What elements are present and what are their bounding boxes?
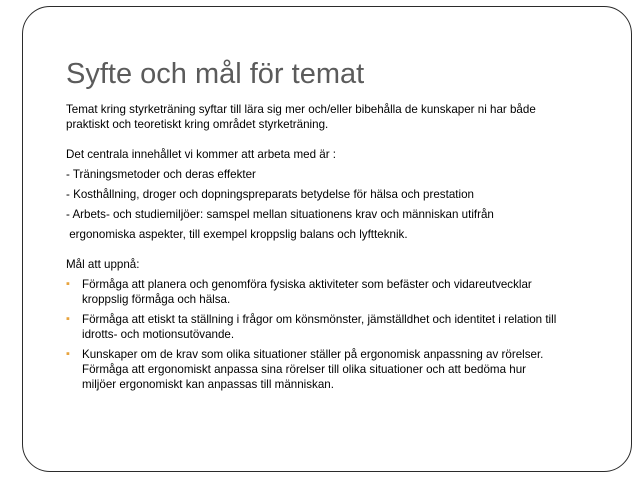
goal-item [66, 277, 606, 307]
square-bullet-icon: ▪ [66, 348, 70, 360]
content-item: - Kosthållning, droger och dopningspreparats betydelse för hälsa och prestation [66, 188, 474, 201]
intro-line: Temat kring styrketräning syftar till lära sig mer och/eller bibehålla de kunskaper ni har både [66, 103, 536, 116]
slide-title: Syfte och mål för temat [66, 58, 365, 90]
goal-line: idrotts- och motionsutövande. [82, 328, 235, 341]
square-bullet-icon: ▪ [66, 313, 70, 325]
content-heading: Det centrala innehållet vi kommer att arbeta med är : [66, 148, 337, 161]
goal-line: Kunskaper om de krav som olika situationer ställer på ergonomisk anpassning av rörelser. [82, 348, 544, 361]
content-item: - Träningsmetoder och deras effekter [66, 168, 256, 181]
goal-line: miljöer ergonomiskt kan anpassas till människan. [82, 378, 334, 391]
content-item: ergonomiska aspekter, till exempel kroppslig balans och lyftteknik. [66, 228, 408, 241]
goal-line: kroppslig förmåga och hälsa. [82, 293, 231, 306]
goal-item [66, 312, 606, 342]
goal-line: Förmåga att planera och genomföra fysiska aktiviteter som befäster och vidareutvecklar [82, 278, 532, 291]
square-bullet-icon: ▪ [66, 278, 70, 290]
goal-line: Förmåga att ergonomiskt anpassa sina rörelser till olika situationer och att bedöma hur [82, 363, 527, 376]
content-item: - Arbets- och studiemiljöer: samspel mellan situationens krav och människan utifrån [66, 208, 494, 221]
intro-line: praktiskt och teoretiskt kring området styrketräning. [66, 118, 329, 131]
goal-line: Förmåga att etiskt ta ställning i frågor om könsmönster, jämställdhet och identitet i relation till [82, 313, 557, 326]
slide-body [66, 102, 606, 397]
goal-item [66, 347, 606, 392]
goals-heading: Mål att uppnå: [66, 258, 140, 271]
